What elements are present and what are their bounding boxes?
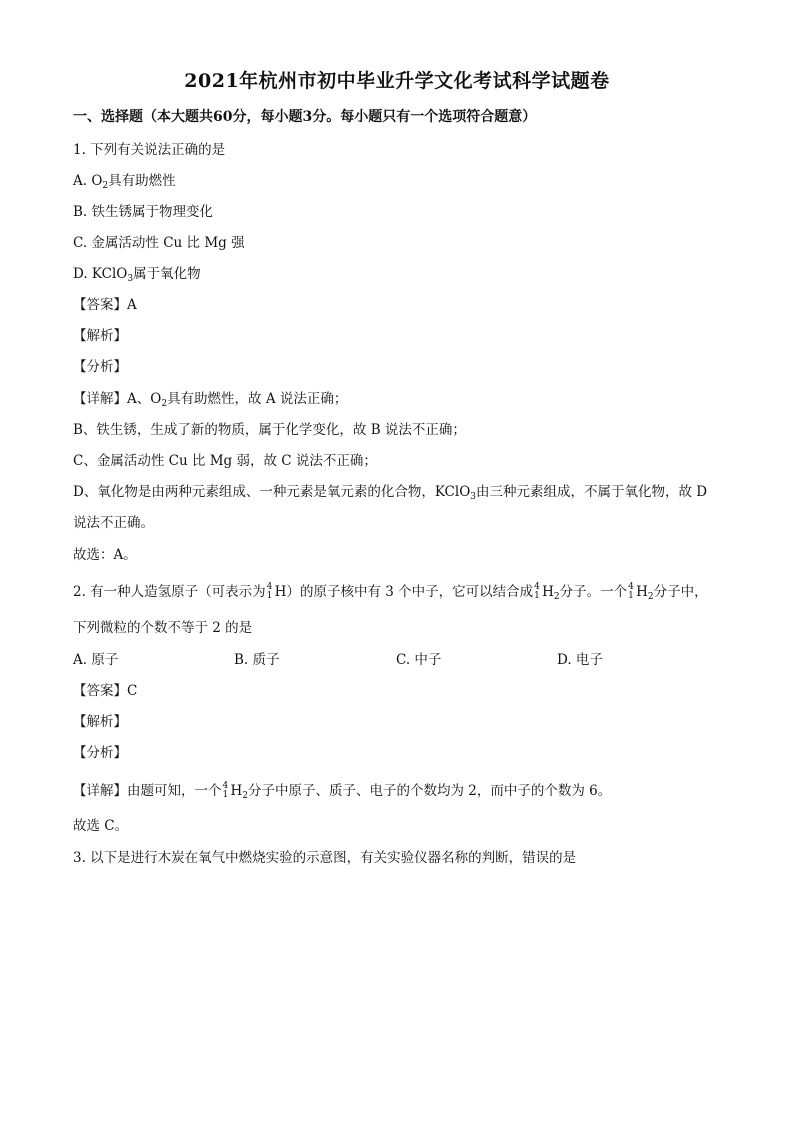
- q1-option-d: [73, 264, 201, 289]
- q1-detail-a-rest: 具有助燃性，故 A 说法正确；: [167, 391, 348, 407]
- q2-detail: [73, 781, 611, 806]
- q2-option-c: C. 中子: [396, 652, 442, 668]
- q1-detail-d: [73, 482, 707, 507]
- q1-option-d-rest: 属于氧化物: [133, 266, 201, 282]
- q1-detail-d-cont: 说法不正确。: [73, 515, 154, 531]
- q1-choose: 故选：A。: [73, 547, 137, 563]
- q2-detail-molecule-notation: [222, 781, 231, 801]
- q1-detail-d-rest: 由三种元素组成，不属于氧化物，故 D: [476, 484, 708, 500]
- q1-fenxi-label: 【分析】: [73, 359, 127, 375]
- q2-option-a: A. 原子: [73, 652, 119, 668]
- q1-detail-a: [73, 389, 347, 414]
- q2-stem: [73, 582, 708, 607]
- q2-isotope-element: H: [274, 584, 287, 600]
- q2-molecule-number-1: 1: [534, 591, 540, 601]
- q2-molecule-number-2: 1: [628, 591, 634, 601]
- q2-detail-molecule-element: H: [230, 783, 243, 799]
- q3-stem: 3. 以下是进行木炭在氧气中燃烧实验的示意图，有关实验仪器名称的判断，错误的是: [73, 850, 577, 866]
- q2-isotope-number: 1: [266, 591, 273, 601]
- q1-option-d-sub: 3: [127, 274, 134, 284]
- q2-stem-cont: 下列微粒的个数不等于 2 的是: [73, 620, 253, 636]
- q1-analysis-label: 【解析】: [73, 328, 127, 344]
- q2-option-d: D. 电子: [557, 652, 603, 668]
- q2-fenxi-label: 【分析】: [73, 745, 127, 761]
- q2-isotope-mass: 4: [266, 582, 273, 592]
- q2-option-b: B. 质子: [234, 652, 280, 668]
- q1-option-c: C. 金属活动性 Cu 比 Mg 强: [73, 235, 245, 251]
- q2-answer: 【答案】C: [73, 683, 138, 699]
- q1-option-a-rest: 具有助燃性: [108, 173, 176, 189]
- q2-molecule-sub-2: 2: [647, 592, 654, 602]
- q2-detail-molecule-mass: 4: [222, 781, 229, 791]
- q1-answer: 【答案】A: [73, 297, 137, 313]
- q2-molecule-mass-2: 4: [628, 582, 634, 592]
- q1-option-a-text: A. O: [73, 173, 103, 189]
- q2-molecule-mass-1: 4: [534, 582, 540, 592]
- q2-choose: 故选 C。: [73, 818, 129, 834]
- q2-stem-text-d: 分子中，: [653, 584, 708, 600]
- q2-detail-molecule-sub: 2: [242, 791, 249, 801]
- q2-stem-text-b: ）的原子核中有 3 个中子，它可以结合成: [286, 584, 534, 600]
- q2-detail-text-b: 分子中原子、质子、电子的个数均为 2，而中子的个数为 6。: [248, 783, 612, 799]
- q2-molecule-notation-1: [533, 582, 542, 602]
- q2-molecule-element-1: H: [542, 584, 554, 600]
- q1-detail-a-sub: 2: [161, 399, 168, 409]
- page-title: 2021年杭州市初中毕业升学文化考试科学试题卷: [184, 70, 610, 92]
- q1-detail-b: B、铁生锈，生成了新的物质，属于化学变化，故 B 说法不正确；: [73, 422, 466, 438]
- q2-stem-text-c: 分子。一个: [559, 584, 628, 600]
- q1-option-b: B. 铁生锈属于物理变化: [73, 204, 214, 220]
- q2-stem-text-a: 2. 有一种人造氢原子（可表示为: [73, 584, 266, 600]
- q2-analysis-label: 【解析】: [73, 714, 127, 730]
- q1-detail-d-sub: 3: [470, 492, 476, 502]
- q2-molecule-element-2: H: [636, 584, 648, 600]
- q2-detail-molecule-number: 1: [222, 790, 229, 800]
- q1-option-d-text: D. KClO: [73, 266, 128, 282]
- q2-detail-text-a: 【详解】由题可知，一个: [73, 783, 222, 799]
- q2-molecule-notation-2: [627, 582, 636, 602]
- q1-detail-a-text: 【详解】A、O: [73, 391, 162, 407]
- q2-isotope-notation: [266, 582, 275, 602]
- q1-stem: 1. 下列有关说法正确的是: [73, 142, 226, 158]
- q1-detail-c: C、金属活动性 Cu 比 Mg 弱，故 C 说法不正确；: [73, 453, 377, 469]
- q1-option-a-sub: 2: [102, 181, 109, 191]
- q1-detail-d-text: D、氧化物是由两种元素组成、一种元素是氧元素的化合物，KClO: [73, 484, 471, 500]
- q1-option-a: [73, 171, 176, 196]
- q2-molecule-sub-1: 2: [553, 592, 560, 602]
- section-heading: 一、选择题（本大题共60分，每小题3分。每小题只有一个选项符合题意）: [73, 109, 537, 125]
